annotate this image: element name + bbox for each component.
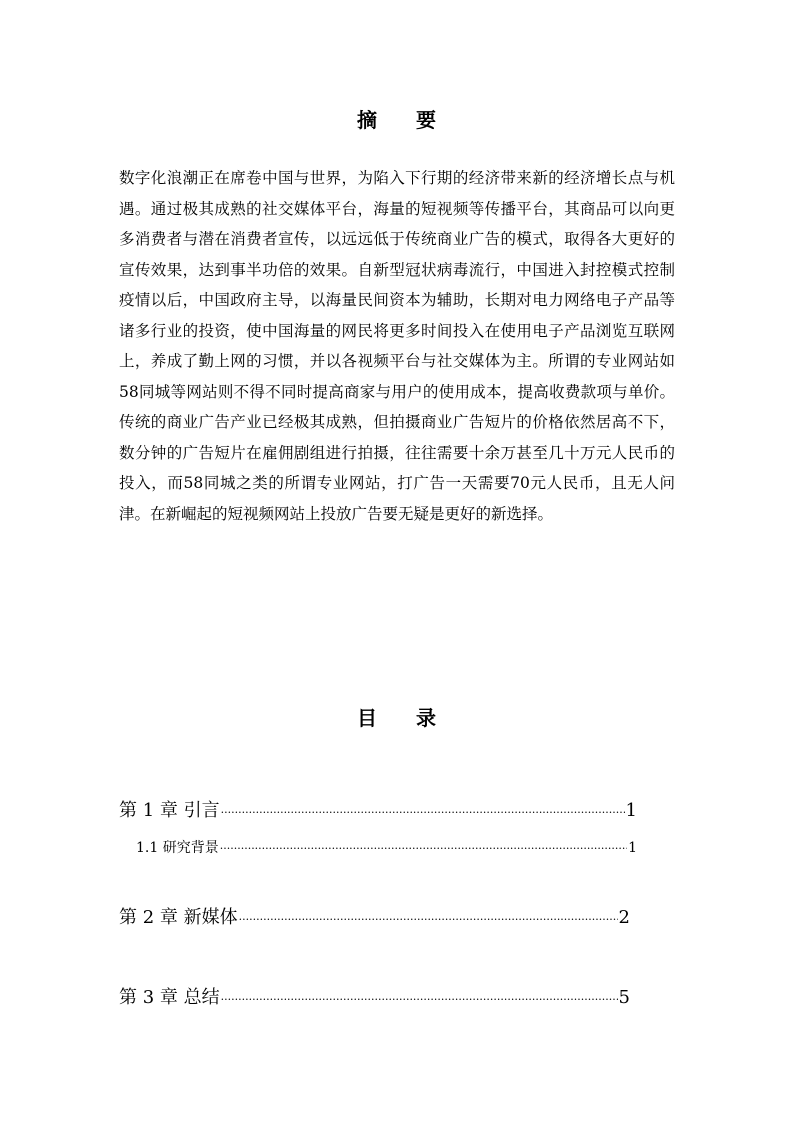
toc-entry-section-1-1[interactable]	[136, 837, 637, 857]
abstract-title: 摘 要	[357, 108, 452, 132]
toc-entry-page: 1	[628, 840, 637, 856]
toc-entry-chapter-3[interactable]	[119, 983, 630, 1009]
toc-dot-leader	[220, 842, 627, 855]
abstract-body: 数字化浪潮正在席卷中国与世界，为陷入下行期的经济带来新的经济增长点与机遇。通过极其成熟的社交媒体平台，海量的短视频等传播平台，其商品可以向更多消费者与潜在消费者宣传，以远远低于传统商业广告的模式，取得各大更好的宣传效果，达到事半功倍的效果。自新型冠状病毒流行，中国进入封控模式控制疫情以后，中国政府主导，以海量民间资本为辅助，长期对电力网络电子产品等诸多行业的投资，使中国海量的网民将更多时间投入在使用电子产品浏览互联网上，养成了勤上网的习惯，并以各视频平台与社交媒体为主。所谓的专业网站如58同城等网站则不得不同时提高商家与用户的使用成本，提高收费款项与单价。传统的商业广告产业已经极其成熟，但拍摄商业广告短片的价格依然居高不下，数分钟的广告短片在雇佣剧组进行拍摄，往往需要十余万甚至几十万元人民币的投入，而58同城之类的所谓专业网站，打广告一天需要70元人民币，且无人问津。在新崛起的短视频网站上投放广告要无疑是更好的新选择。	[119, 169, 675, 523]
toc-entry-page: 1	[625, 800, 637, 821]
toc-entry-page: 2	[618, 907, 630, 928]
toc-dot-leader	[221, 993, 618, 1006]
toc-entry-label: 第 3 章 总结	[119, 987, 220, 1008]
toc-entry-chapter-1[interactable]	[119, 796, 637, 822]
toc-title: 目 录	[357, 706, 452, 730]
toc-entry-page: 5	[618, 987, 630, 1008]
toc-entry-chapter-2[interactable]	[119, 903, 630, 929]
toc-entry-label: 第 1 章 引言	[119, 800, 220, 821]
toc-entry-label: 第 2 章 新媒体	[119, 907, 238, 928]
toc-dot-leader	[221, 806, 625, 819]
toc-dot-leader	[239, 913, 618, 926]
toc-entry-label: 1.1 研究背景	[136, 840, 219, 856]
